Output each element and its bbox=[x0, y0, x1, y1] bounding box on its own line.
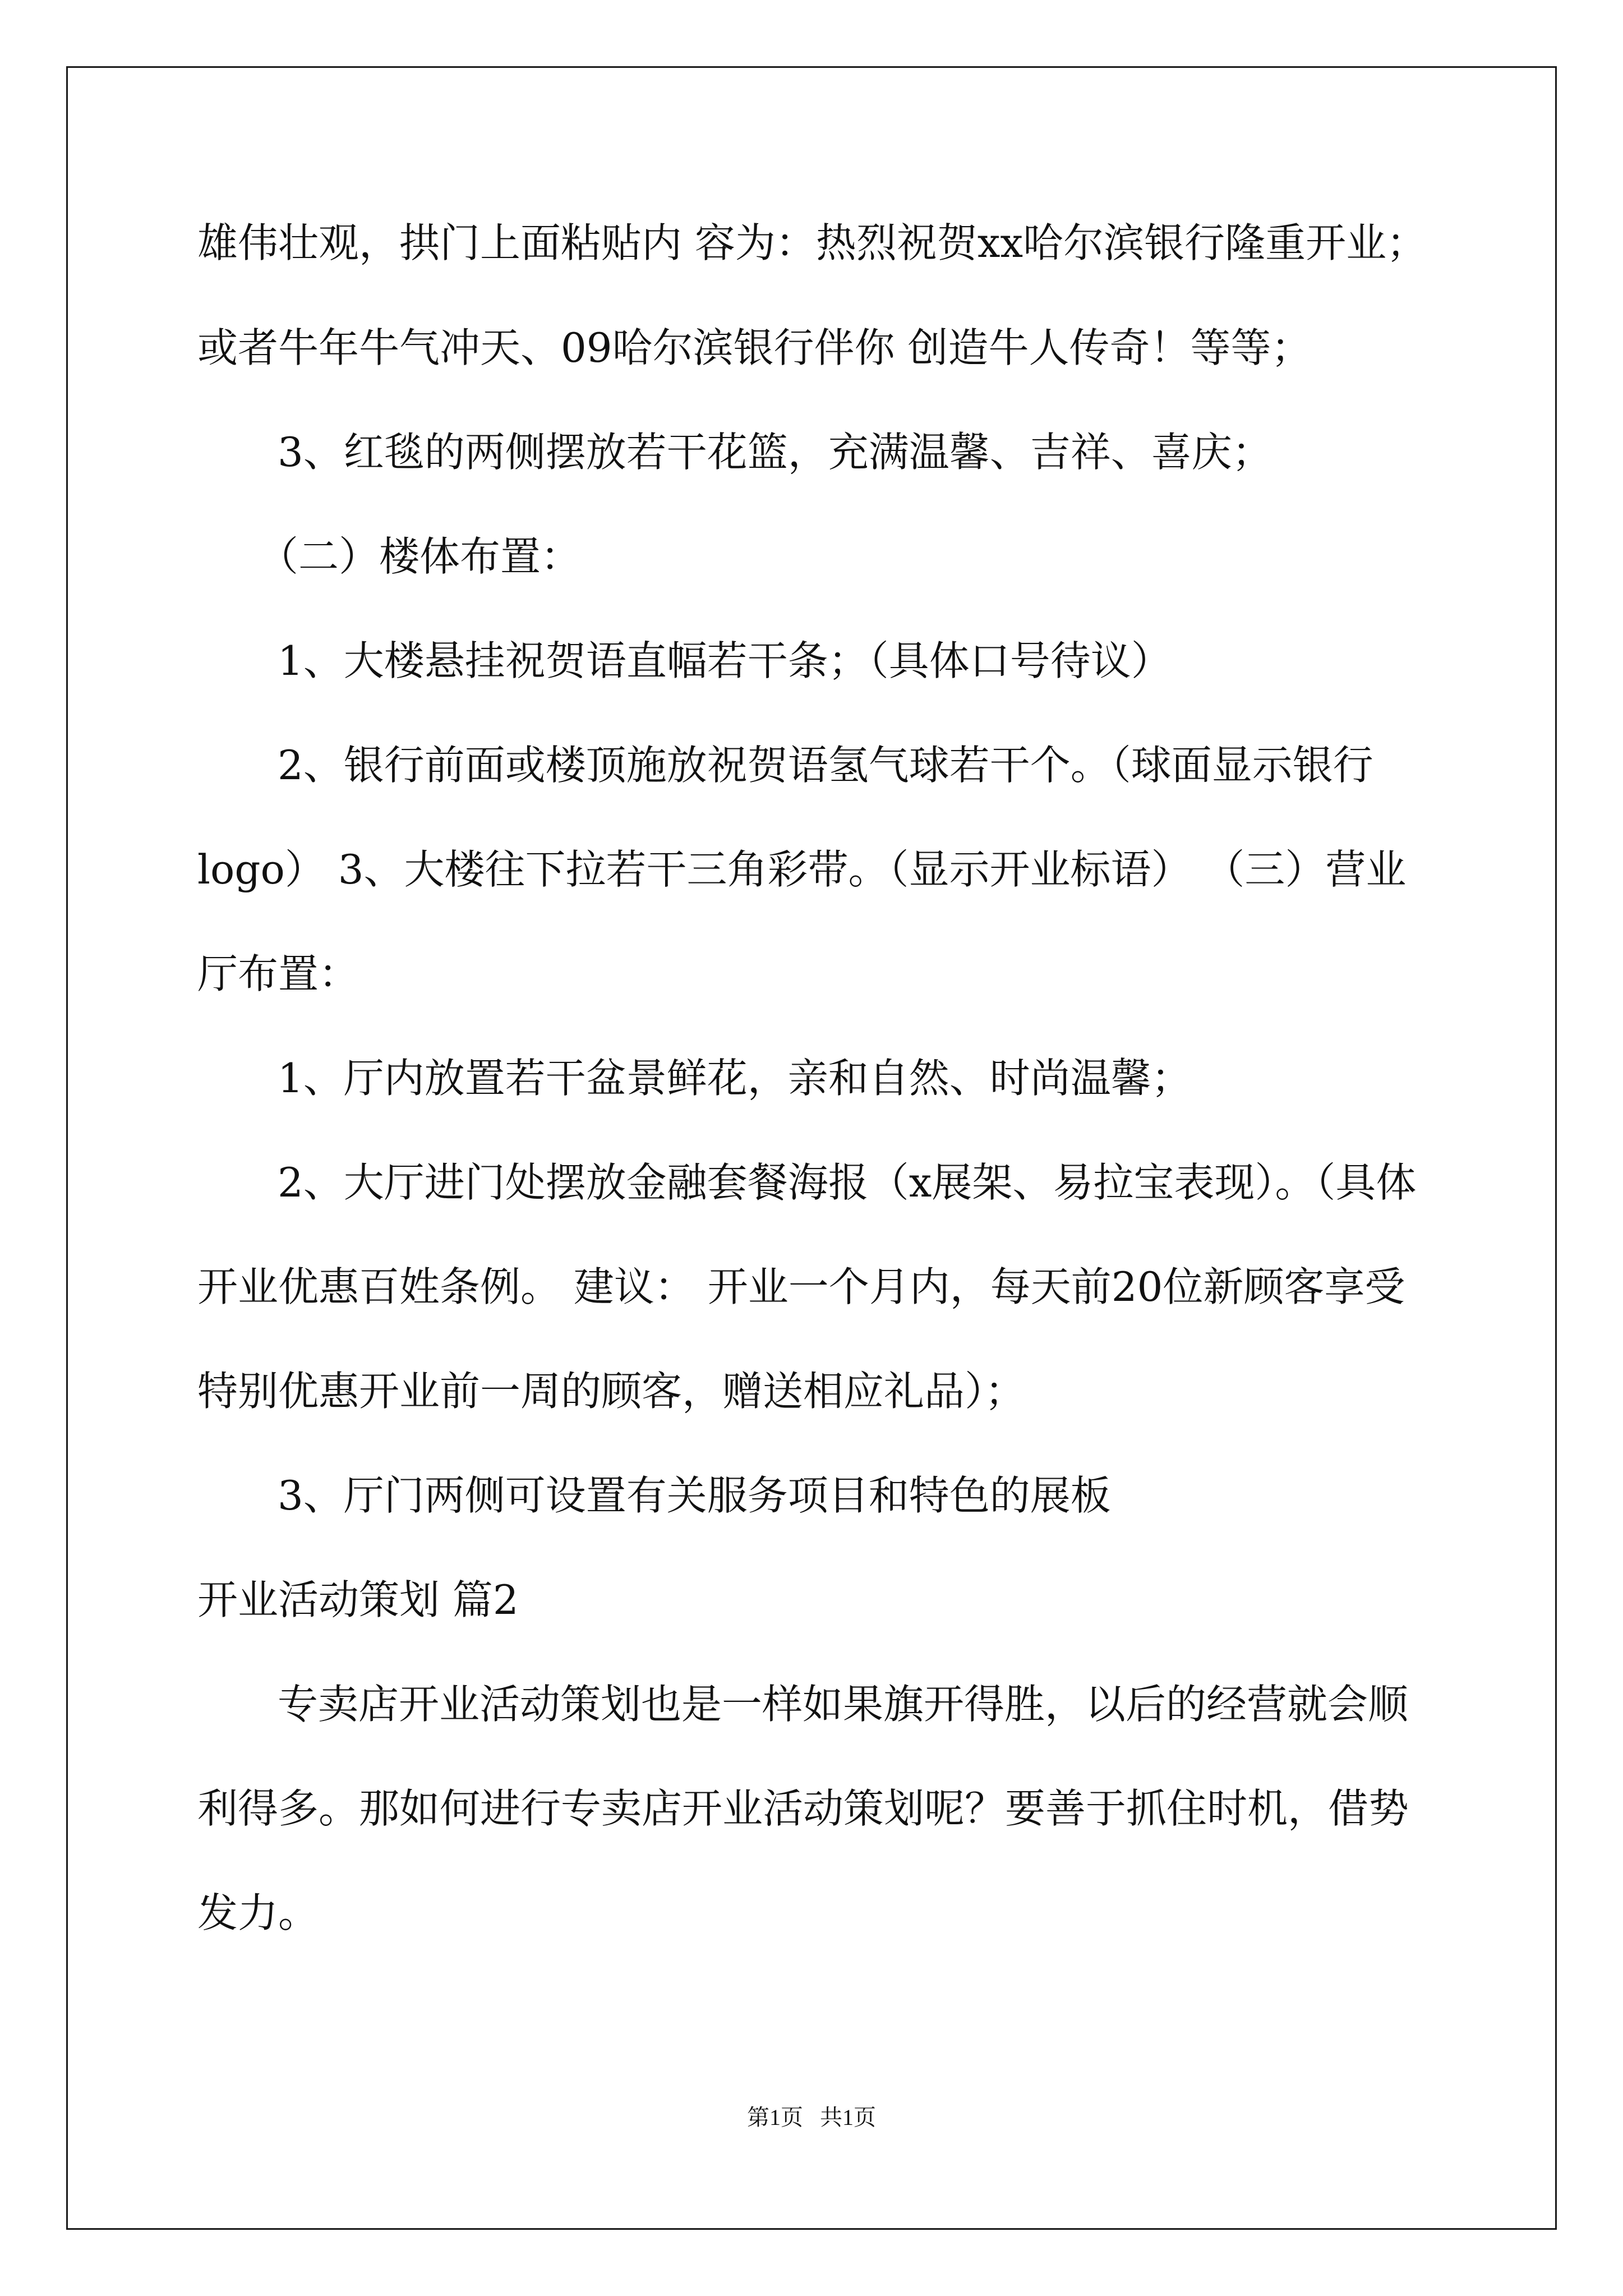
paragraph-line-3: 3、红毯的两侧摆放若干花篮，充满温馨、吉祥、喜庆； bbox=[278, 429, 1272, 476]
paragraph-line-15: 专卖店开业活动策划也是一样如果旗开得胜，以后的经营就会顺 bbox=[278, 1681, 1409, 1728]
paragraph-line-8: 厅布置： bbox=[197, 950, 359, 997]
paragraph-line-17: 发力。 bbox=[197, 1889, 319, 1936]
paragraph-line-6: 2、银行前面或楼顶施放祝贺语氢气球若干个。（球面显示银行 bbox=[278, 742, 1373, 789]
section-title-part-2: 开业活动策划 篇2 bbox=[197, 1576, 519, 1623]
paragraph-line-9: 1、厅内放置若干盆景鲜花，亲和自然、时尚温馨； bbox=[278, 1055, 1192, 1102]
section-heading-building: （二）楼体布置： bbox=[258, 533, 582, 580]
paragraph-line-12: 特别优惠开业前一周的顾客，赠送相应礼品）； bbox=[197, 1368, 1026, 1415]
paragraph-line-13: 3、厅门两侧可设置有关服务项目和特色的展板 bbox=[278, 1472, 1111, 1519]
paragraph-line-11: 开业优惠百姓条例。 建议： 开业一个月内，每天前20位新顾客享受 bbox=[197, 1263, 1405, 1310]
paragraph-line-2: 或者牛年牛气冲天、09哈尔滨银行伴你 创造牛人传奇！等等； bbox=[197, 324, 1312, 371]
paragraph-line-16: 利得多。那如何进行专卖店开业活动策划呢？要善于抓住时机，借势 bbox=[197, 1785, 1409, 1832]
paragraph-line-1: 雄伟壮观，拱门上面粘贴内 容为：热烈祝贺xx哈尔滨银行隆重开业； bbox=[197, 219, 1427, 266]
paragraph-line-5: 1、大楼悬挂祝贺语直幅若干条；（具体口号待议） bbox=[278, 637, 1172, 684]
page-footer: 第1页 共1页 bbox=[747, 2105, 876, 2130]
paragraph-line-10: 2、大厅进门处摆放金融套餐海报（x展架、易拉宝表现）。（具体 bbox=[278, 1159, 1417, 1206]
paragraph-line-7: logo） 3、大楼往下拉若干三角彩带。（显示开业标语） （三）营业 bbox=[197, 846, 1407, 893]
